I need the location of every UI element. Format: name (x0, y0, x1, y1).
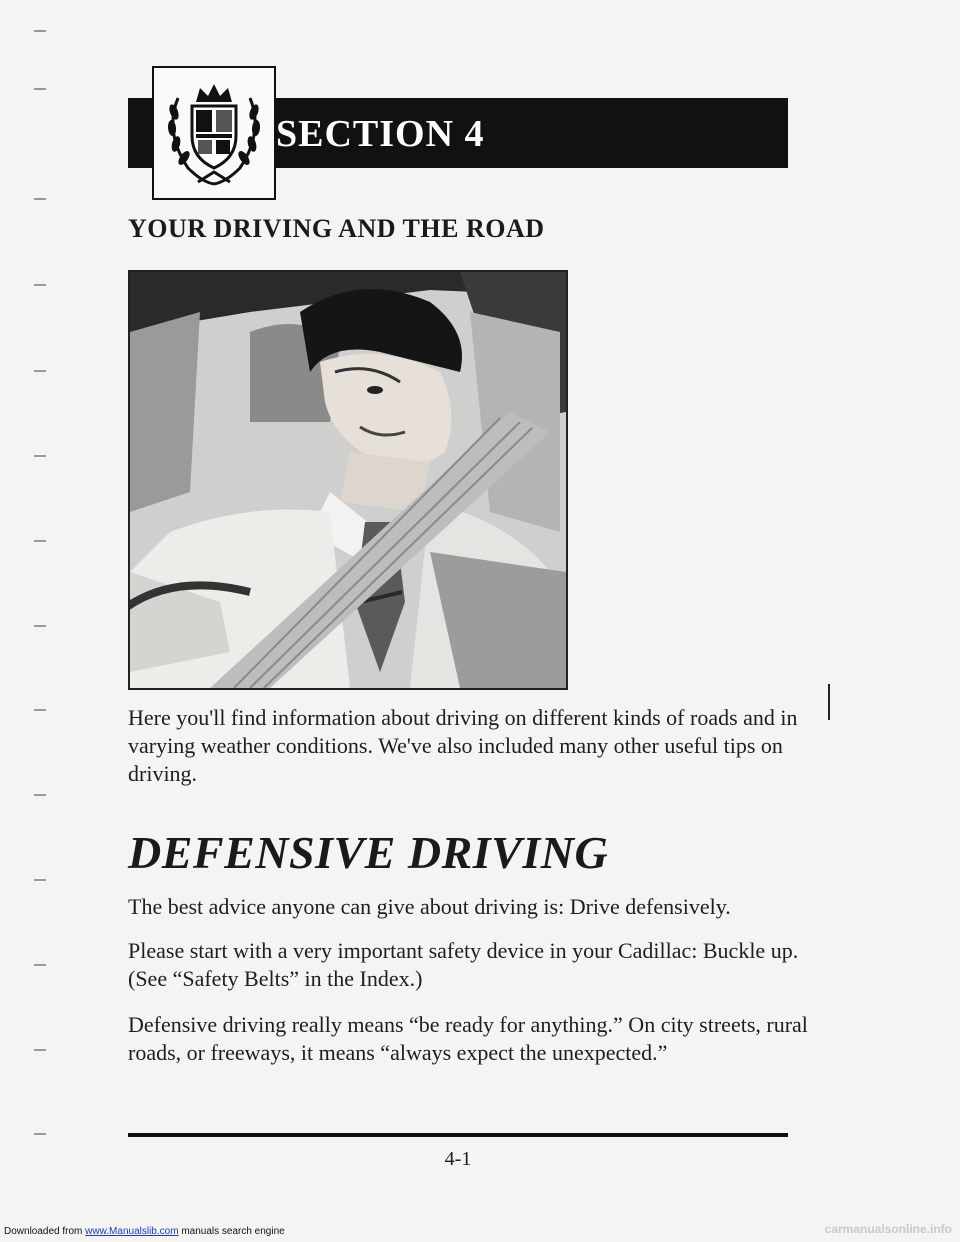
margin-tick (34, 284, 46, 286)
advice-paragraph: The best advice anyone can give about driving is: Drive defensively. (128, 894, 731, 919)
footer-rule (128, 1133, 788, 1137)
margin-tick (34, 964, 46, 966)
margin-tick (34, 625, 46, 627)
buckle-up-paragraph: Please start with a very important safety device in your Cadillac: Buckle up. (See “Safety Belts” in the Index.) (128, 938, 799, 991)
margin-tick (34, 1133, 46, 1135)
defensive-meaning-paragraph: Defensive driving really means “be ready for anything.” On city streets, rural roads, or freeways, it means “always expect the unexpected.” (128, 1012, 808, 1065)
margin-tick (34, 455, 46, 457)
download-prefix: Downloaded from (4, 1226, 83, 1237)
margin-tick (34, 879, 46, 881)
margin-tick (34, 794, 46, 796)
section-heading: DEFENSIVE DRIVING (128, 827, 609, 878)
margin-tick (34, 88, 46, 90)
manualslib-link[interactable]: www.Manualslib.com (85, 1226, 179, 1237)
page-number: 4-1 (444, 1148, 472, 1170)
margin-tick (34, 198, 46, 200)
watermark: carmanualsonline.info (824, 1222, 952, 1236)
cadillac-crest-icon (152, 66, 276, 200)
driver-seatbelt-illustration (128, 270, 568, 690)
margin-tick (34, 1049, 46, 1051)
margin-tick (34, 370, 46, 372)
download-banner (4, 1226, 285, 1237)
page-title: YOUR DRIVING AND THE ROAD (128, 214, 545, 243)
section-label: SECTION 4 (276, 113, 485, 155)
intro-paragraph: Here you'll find information about driving on different kinds of roads and in varying weather conditions. We've also included many other useful tips on driving. (128, 705, 798, 786)
margin-tick (34, 709, 46, 711)
margin-tick (34, 30, 46, 32)
download-suffix: manuals search engine (181, 1226, 285, 1237)
change-bar (828, 684, 830, 720)
margin-tick (34, 540, 46, 542)
